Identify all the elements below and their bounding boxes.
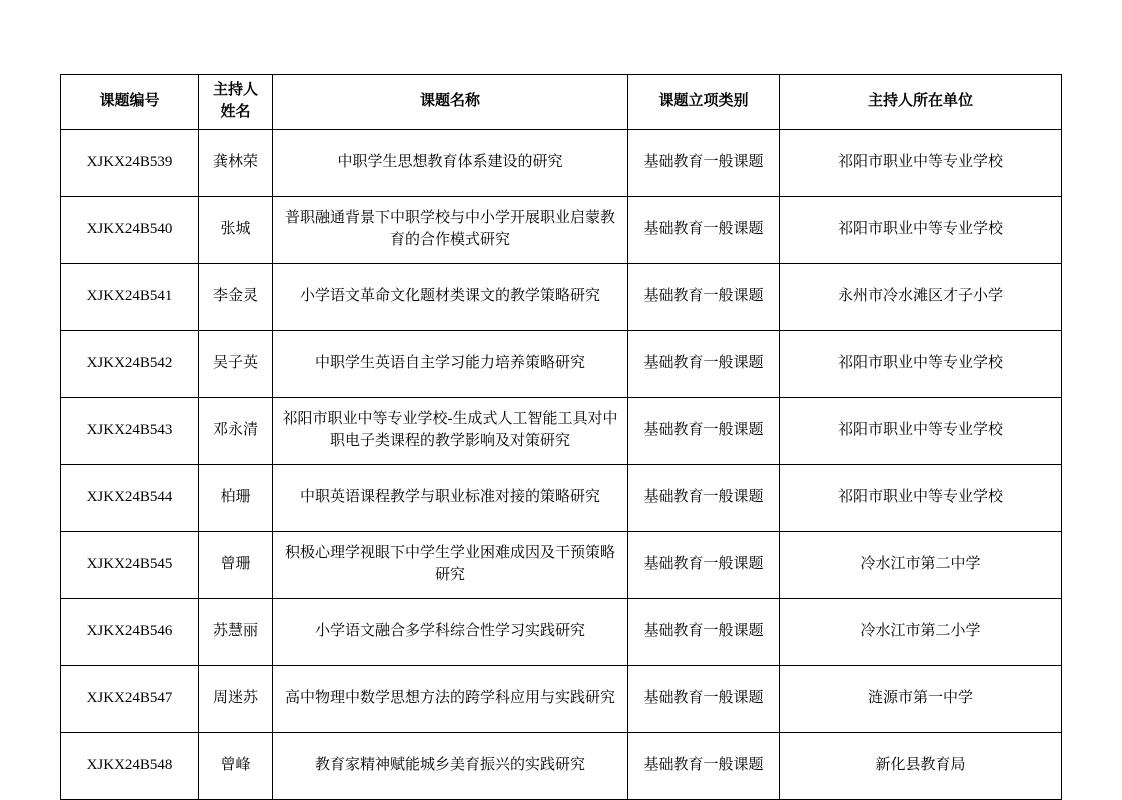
project-table-container (60, 74, 1061, 800)
cell-category: 基础教育一般课题 (628, 398, 780, 465)
cell-title: 小学语文融合多学科综合性学习实践研究 (273, 599, 628, 666)
cell-unit: 新化县教育局 (780, 733, 1062, 800)
cell-code: XJKX24B545 (61, 532, 199, 599)
table-row (61, 130, 1062, 197)
cell-title: 中职英语课程教学与职业标准对接的策略研究 (273, 465, 628, 532)
cell-unit: 祁阳市职业中等专业学校 (780, 465, 1062, 532)
cell-leader-name: 曾峰 (199, 733, 273, 800)
cell-unit: 祁阳市职业中等专业学校 (780, 130, 1062, 197)
cell-unit: 祁阳市职业中等专业学校 (780, 331, 1062, 398)
column-header-leader-name-line1: 主持人 (212, 82, 258, 99)
column-header-category: 课题立项类别 (628, 75, 780, 130)
cell-unit: 涟源市第一中学 (780, 666, 1062, 733)
cell-leader-name: 周迷苏 (199, 666, 273, 733)
table-row (61, 532, 1062, 599)
cell-category: 基础教育一般课题 (628, 599, 780, 666)
column-header-unit: 主持人所在单位 (780, 75, 1062, 130)
cell-category: 基础教育一般课题 (628, 465, 780, 532)
cell-unit: 永州市冷水滩区才子小学 (780, 264, 1062, 331)
cell-unit: 祁阳市职业中等专业学校 (780, 197, 1062, 264)
cell-title: 教育家精神赋能城乡美育振兴的实践研究 (273, 733, 628, 800)
cell-leader-name: 柏珊 (199, 465, 273, 532)
cell-category: 基础教育一般课题 (628, 197, 780, 264)
cell-title: 祁阳市职业中等专业学校-生成式人工智能工具对中职电子类课程的教学影响及对策研究 (273, 398, 628, 465)
table-body (61, 130, 1062, 800)
table-row (61, 465, 1062, 532)
cell-title: 中职学生思想教育体系建设的研究 (273, 130, 628, 197)
table-row (61, 599, 1062, 666)
table-header (61, 75, 1062, 130)
table-row (61, 733, 1062, 800)
cell-code: XJKX24B540 (61, 197, 199, 264)
cell-leader-name: 邓永清 (199, 398, 273, 465)
table-header-row (61, 75, 1062, 130)
column-header-leader-name-line2: 姓名 (220, 104, 251, 120)
table-row (61, 666, 1062, 733)
table-row (61, 264, 1062, 331)
table-row (61, 398, 1062, 465)
cell-leader-name: 吴子英 (199, 331, 273, 398)
column-header-leader-name (199, 75, 273, 130)
cell-leader-name: 张城 (199, 197, 273, 264)
cell-leader-name: 曾珊 (199, 532, 273, 599)
cell-leader-name: 龚林荣 (199, 130, 273, 197)
table-row (61, 197, 1062, 264)
cell-title: 普职融通背景下中职学校与中小学开展职业启蒙教育的合作模式研究 (273, 197, 628, 264)
cell-code: XJKX24B543 (61, 398, 199, 465)
cell-code: XJKX24B548 (61, 733, 199, 800)
cell-code: XJKX24B544 (61, 465, 199, 532)
table-row (61, 331, 1062, 398)
cell-code: XJKX24B546 (61, 599, 199, 666)
cell-category: 基础教育一般课题 (628, 532, 780, 599)
cell-unit: 祁阳市职业中等专业学校 (780, 398, 1062, 465)
cell-category: 基础教育一般课题 (628, 733, 780, 800)
cell-leader-name: 苏慧丽 (199, 599, 273, 666)
cell-title: 小学语文革命文化题材类课文的教学策略研究 (273, 264, 628, 331)
cell-code: XJKX24B542 (61, 331, 199, 398)
cell-title: 高中物理中数学思想方法的跨学科应用与实践研究 (273, 666, 628, 733)
column-header-title: 课题名称 (273, 75, 628, 130)
cell-code: XJKX24B547 (61, 666, 199, 733)
cell-title: 积极心理学视眼下中学生学业困难成因及干预策略研究 (273, 532, 628, 599)
cell-unit: 冷水江市第二小学 (780, 599, 1062, 666)
cell-category: 基础教育一般课题 (628, 331, 780, 398)
cell-code: XJKX24B539 (61, 130, 199, 197)
cell-unit: 冷水江市第二中学 (780, 532, 1062, 599)
cell-title: 中职学生英语自主学习能力培养策略研究 (273, 331, 628, 398)
column-header-code: 课题编号 (61, 75, 199, 130)
cell-category: 基础教育一般课题 (628, 264, 780, 331)
cell-category: 基础教育一般课题 (628, 666, 780, 733)
cell-category: 基础教育一般课题 (628, 130, 780, 197)
project-table (60, 74, 1062, 800)
cell-code: XJKX24B541 (61, 264, 199, 331)
cell-leader-name: 李金灵 (199, 264, 273, 331)
